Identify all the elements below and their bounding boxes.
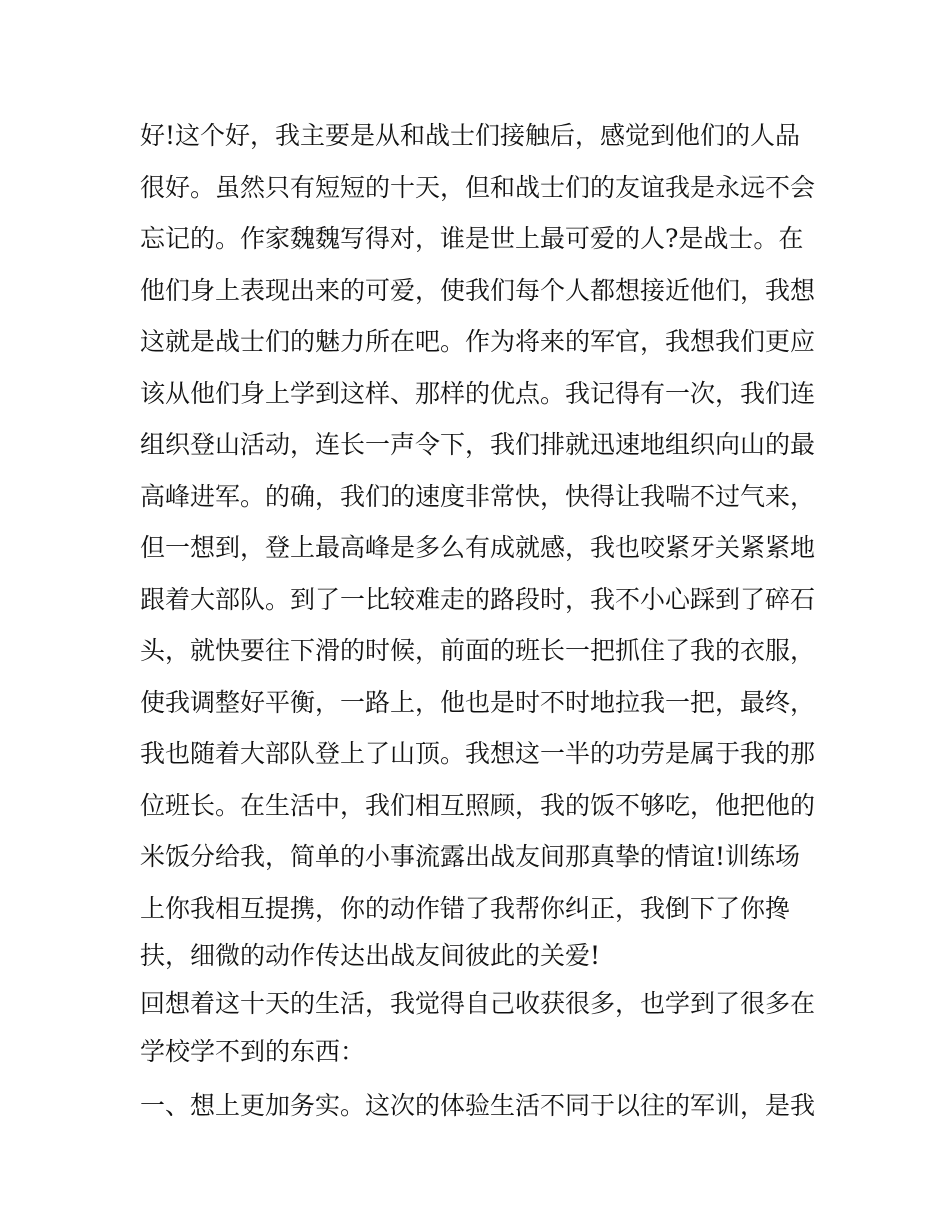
text-line: 使我调整好平衡，一路上，他也是时不时地拉我一把，最终，	[140, 687, 816, 717]
text-line: 我也随着大部队登上了山顶。我想这一半的功劳是属于我的那	[140, 739, 816, 768]
text-line: 组织登山活动，连长一声令下，我们排就迅速地组织向山的最	[140, 430, 816, 459]
text-line: 回想着这十天的生活，我觉得自己收获很多，也学到了很多在	[140, 989, 816, 1018]
text-line: 他们身上表现出来的可爱，使我们每个人都想接近他们，我想	[140, 275, 816, 305]
text-line: 学校学不到的东西：	[140, 1036, 366, 1066]
text-line: 好!这个好，我主要是从和战士们接触后，感觉到他们的人品	[140, 121, 801, 150]
text-line: 米饭分给我，简单的小事流露出战友间那真挚的情谊!训练场	[140, 842, 801, 871]
document-body	[140, 110, 820, 1131]
text-line: 位班长。在生活中，我们相互照顾，我的饭不够吃，他把他的	[140, 790, 816, 820]
text-line: 扶，细微的动作传达出战友间彼此的关爱!	[140, 941, 601, 970]
text-line: 上你我相互提携，你的动作错了我帮你纠正，我倒下了你搀	[140, 893, 791, 923]
text-line: 很好。虽然只有短短的十天，但和战士们的友谊我是永远不会	[140, 172, 816, 202]
text-line: 高峰进军。的确，我们的速度非常快，快得让我喘不过气来，	[140, 481, 816, 511]
text-line: 跟着大部队。到了一比较难走的路段时，我不小心踩到了碎石	[140, 584, 816, 614]
text-line: 一、想上更加务实。这次的体验生活不同于以往的军训，是我	[140, 1090, 816, 1120]
text-line: 忘记的。作家魏魏写得对，谁是世上最可爱的人?是战士。在	[140, 224, 804, 253]
text-line: 这就是战士们的魅力所在吧。作为将来的军官，我想我们更应	[140, 327, 816, 356]
text-line: 该从他们身上学到这样、那样的优点。我记得有一次，我们连	[140, 378, 816, 408]
text-line: 头，就快要往下滑的时候，前面的班长一把抓住了我的衣服，	[140, 636, 816, 665]
text-line: 但一想到，登上最高峰是多么有成就感，我也咬紧牙关紧紧地	[140, 533, 816, 562]
